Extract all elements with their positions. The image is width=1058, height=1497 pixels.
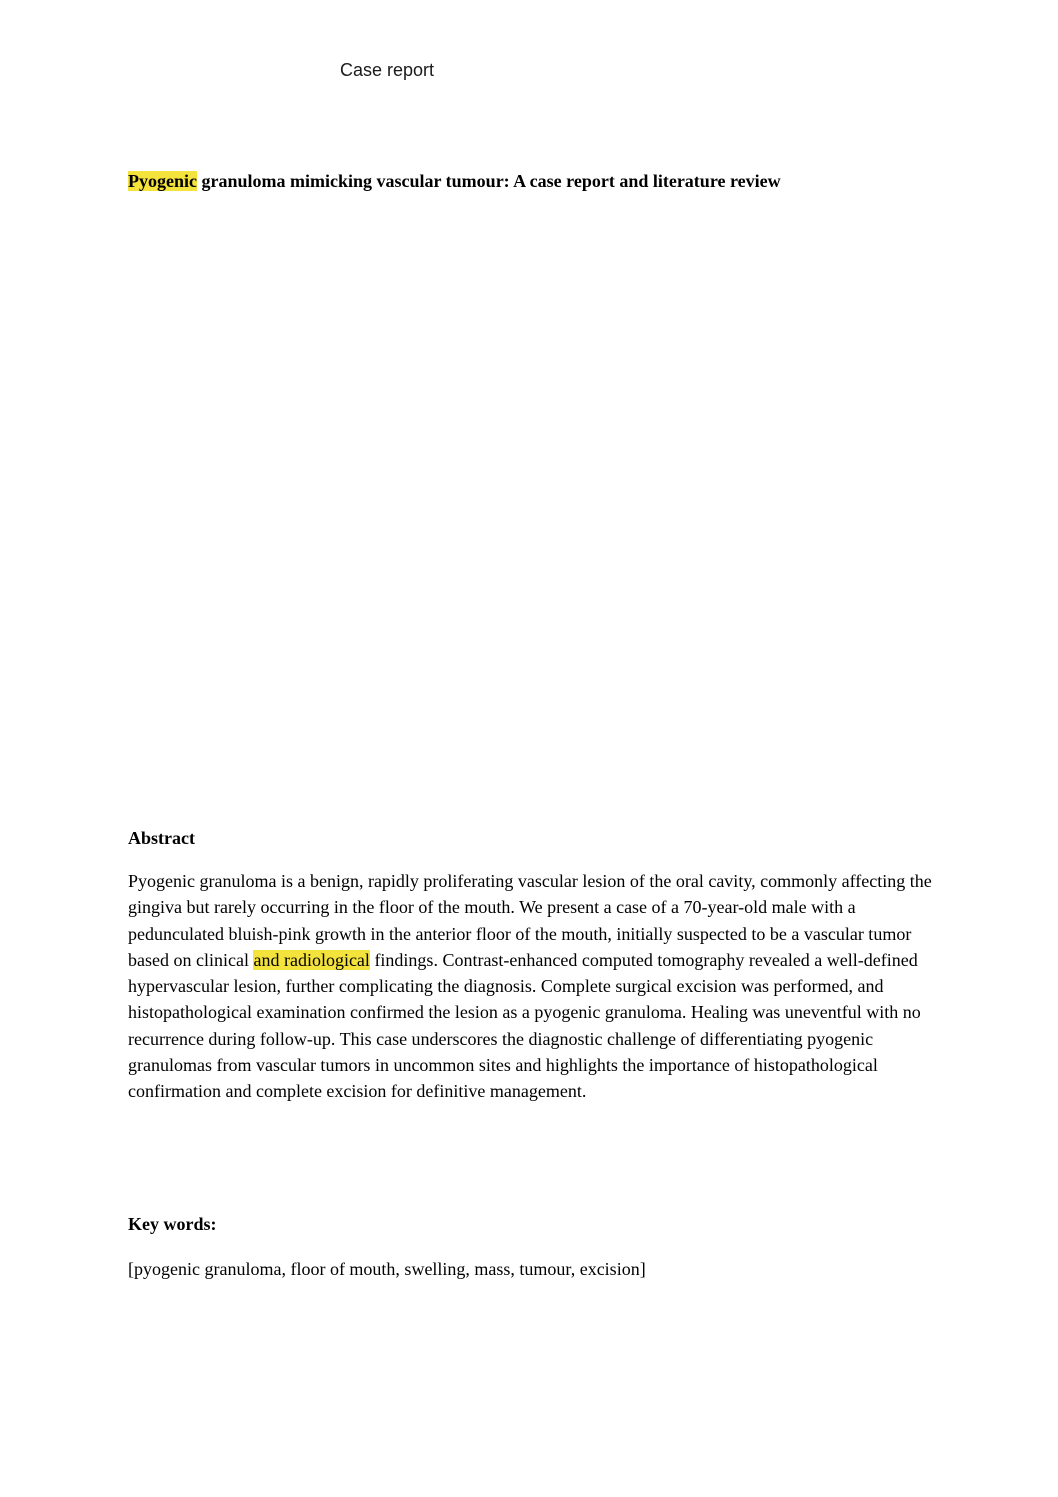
title-rest-text: granuloma mimicking vascular tumour: A case report and literature review — [197, 171, 781, 191]
keywords-heading: Key words: — [128, 1214, 217, 1234]
abstract-paragraph — [128, 868, 932, 1105]
abstract-heading: Abstract — [128, 828, 195, 848]
article-title — [128, 168, 928, 195]
title-highlighted-text: Pyogenic — [128, 171, 197, 191]
abstract-highlighted-text: and radiological — [253, 949, 370, 970]
keywords-list: [pyogenic granuloma, floor of mouth, swelling, mass, tumour, excision] — [128, 1259, 646, 1279]
abstract-text-after-highlight: findings. Contrast-enhanced computed tomography revealed a well-defined hypervascular lesion, further complicating the diagnosis. Complete surgical excision was performed, and histopathological examination confirmed the lesion as a pyogenic granuloma. Healing was uneventful with no recurrence during follow-up. This case underscores the diagnostic challenge of differentiating pyogenic granulomas from vascular tumors in uncommon sites and highlights the importance of histopathological confirmation and complete excision for definitive management. — [128, 949, 921, 1102]
abstract-text-before-highlight: Pyogenic granuloma is a benign, rapidly proliferating vascular lesion of the oral cavity, commonly affecting the gingiva but rarely occurring in the floor of the mouth. We present a case of a 70-year-old male with a pedunculated bluish-pink growth in the anterior floor of the mouth, initially suspected to be a vascular tumor based on clinical — [128, 871, 932, 970]
document-type-label: Case report — [340, 60, 435, 80]
